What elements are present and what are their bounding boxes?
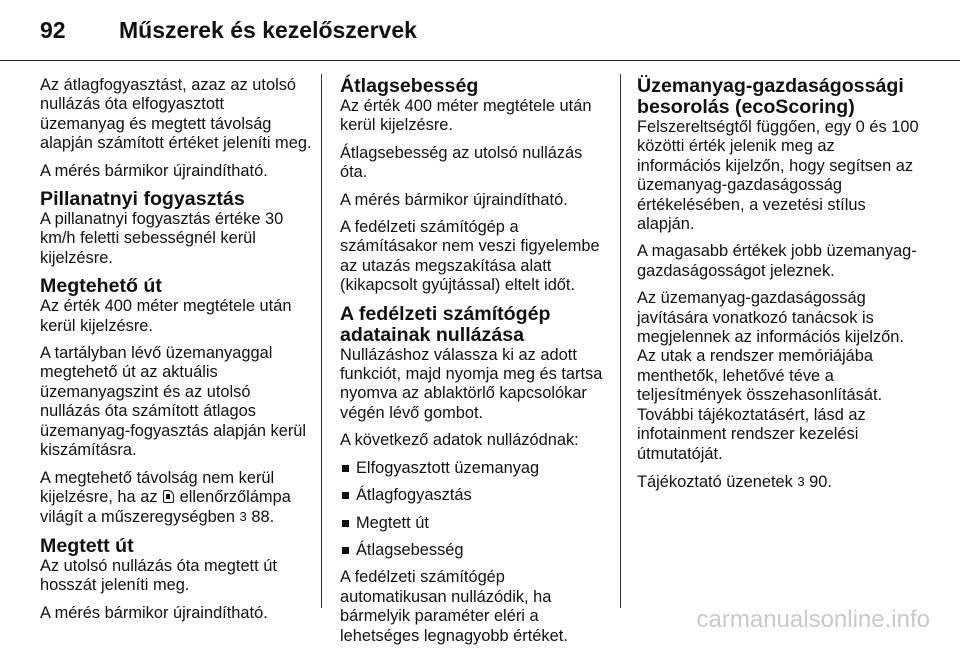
list-item: Megtett út	[340, 514, 608, 533]
list-item: Elfogyasztott üzemanyag	[340, 459, 608, 478]
column-divider	[620, 74, 621, 608]
text-fragment: A megtehető távolság nem kerül kijelzésre, ha az	[40, 468, 275, 506]
page-reference-link[interactable]: 88.	[251, 508, 275, 527]
list-item: Átlagfogyasztás	[340, 486, 608, 505]
list-item: Átlagsebesség	[340, 541, 608, 560]
section-paragraph: Az utolsó nullázás óta megtett út hosszát jeleníti meg.	[40, 556, 277, 595]
section-instant-consumption	[40, 189, 312, 268]
page-header	[0, 0, 960, 61]
column-divider	[321, 74, 322, 608]
section-heading: Pillanatnyi fogyasztás	[40, 188, 245, 211]
intro-paragraph: A mérés bármikor újraindítható.	[40, 161, 268, 180]
section-paragraph: Az érték 400 méter megtétele után kerül kijelzésre.	[340, 97, 592, 135]
section-heading: A fedélzeti számítógép adatainak nullázása	[340, 302, 551, 346]
section-paragraph: Felszereltségtől függően, egy 0 és 100 közötti érték jelenik meg az információs kijelzőn, hogy segítsen az üzemanyag-gazdaságosság értékelésében, a vezetési stílus alapján.	[637, 118, 919, 234]
section-paragraph: A következő adatok nullázódnak:	[340, 431, 579, 450]
column-right	[637, 76, 921, 500]
section-paragraph: A mérés bármikor újraindítható.	[40, 603, 268, 622]
reference-arrow-icon: 3	[239, 509, 247, 525]
section-heading: Átlagsebesség	[340, 75, 479, 97]
page-title: Műszerek és kezelőszervek	[119, 17, 417, 43]
section-paragraph: A magasabb értékek jobb üzemanyag-gazdaságosságot jeleznek.	[637, 242, 917, 280]
section-paragraph: A pillanatnyi fogyasztás értéke 30 km/h feletti sebességnél kerül kijelzésre.	[40, 210, 284, 267]
section-ecoscoring	[637, 76, 921, 492]
fuel-lamp-icon	[163, 490, 174, 503]
section-paragraph: Átlagsebesség az utolsó nullázás óta.	[340, 143, 583, 182]
section-heading: Megtehető út	[40, 275, 162, 298]
section-paragraph: A mérés bármikor újraindítható.	[340, 190, 568, 209]
reference-arrow-icon: 3	[797, 473, 805, 489]
reset-items-list	[340, 459, 608, 561]
section-range	[40, 276, 312, 527]
section-paragraph: A tartályban lévő üzemanyaggal megtehető út az aktuális üzemanyagszint és az utolsó nullázás óta számított átlagos üzemanyag-fogyasztás alapján kerül kiszámításra.	[40, 344, 307, 460]
column-left	[40, 76, 312, 631]
section-reset	[340, 304, 608, 646]
text-fragment: Tájékoztató üzenetek	[637, 472, 793, 491]
section-distance	[40, 536, 312, 623]
section-heading: Üzemanyag-gazdaságossági besorolás (ecoScoring)	[637, 75, 904, 118]
section-average-speed	[340, 76, 608, 296]
page-reference-link[interactable]: 90.	[809, 472, 832, 491]
column-middle	[340, 76, 608, 654]
section-paragraph	[637, 472, 921, 492]
page-number: 92	[40, 17, 66, 43]
section-paragraph: Nullázáshoz válassza ki az adott funkciót, majd nyomja meg és tartsa nyomva az ablaktörlő kapcsolókar végén lévő gombot.	[340, 345, 603, 422]
intro-paragraph: Az átlagfogyasztást, azaz az utolsó nullázás óta elfogyasztott üzemanyag és megtett távolság alapján számított értéket jeleníti meg.	[40, 76, 312, 153]
watermark: carmanualsonline.info	[696, 606, 930, 633]
section-heading: Megtett út	[40, 534, 134, 557]
section-paragraph	[40, 469, 312, 528]
section-paragraph: A fedélzeti számítógép a számításakor nem veszi figyelembe az utazás megszakítása alatt (kikapcsolt gyújtással) eltelt időt.	[340, 218, 600, 295]
text-fragment: ellenőrzőlámpa világít a műszeregységben	[40, 487, 291, 527]
section-paragraph: Az érték 400 méter megtétele után kerül kijelzésre.	[40, 297, 292, 335]
section-paragraph: Az üzemanyag-gazdaságosság javítására vonatkozó tanácsok is megjelennek az információs kijelzőn. Az utak a rendszer memóriájába menthetők, lehetővé téve a teljesítmények összehasonlítását. További tájékoztatásért, lásd az infotainment rendszer kezelési útmutatóját.	[637, 289, 904, 463]
section-paragraph: A fedélzeti számítógép automatikusan nullázódik, ha bármelyik paraméter eléri a lehetséges legnagyobb értéket.	[340, 568, 568, 645]
